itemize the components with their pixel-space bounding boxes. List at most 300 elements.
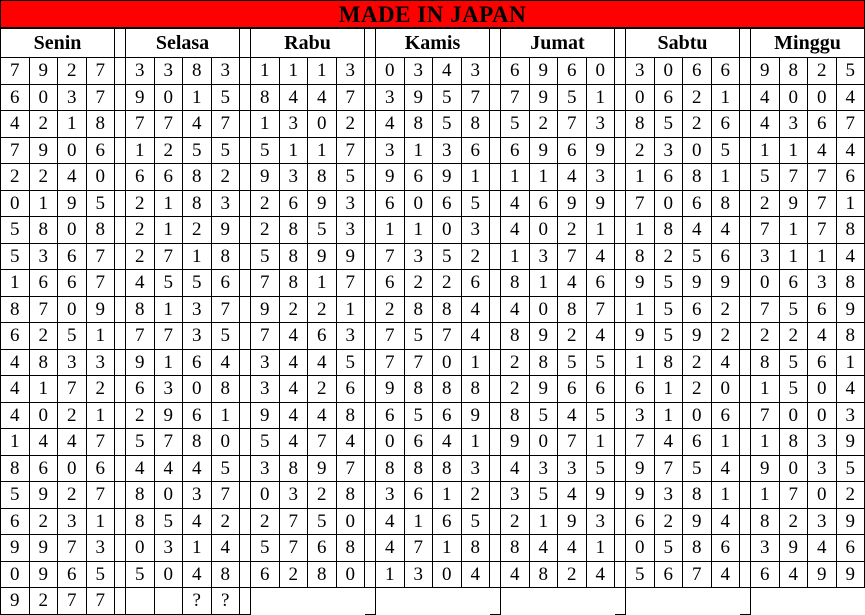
digit-cell: 8 [626, 243, 655, 270]
column-gap [115, 243, 126, 270]
digit-cell: 1 [461, 164, 490, 191]
digit-cell: 7 [86, 84, 115, 111]
digit-cell: 7 [404, 535, 433, 562]
digit-cell: 8 [251, 84, 280, 111]
digit-cell: 9 [29, 482, 58, 509]
digit-cell: 4 [433, 58, 462, 85]
digit-cell: 4 [211, 535, 240, 562]
digit-cell: 4 [29, 429, 58, 456]
table-row [1, 535, 865, 562]
header-gap-3 [365, 29, 376, 58]
digit-cell: 2 [558, 323, 587, 350]
column-gap [740, 455, 751, 482]
digit-cell: 9 [751, 455, 780, 482]
digit-cell: 2 [461, 482, 490, 509]
digit-cell: 7 [751, 296, 780, 323]
digit-cell: 0 [683, 402, 712, 429]
digit-cell: 9 [461, 402, 490, 429]
column-gap [490, 137, 501, 164]
digit-cell: 4 [711, 455, 740, 482]
digit-cell: 7 [86, 58, 115, 85]
table-header-row [1, 29, 865, 58]
digit-cell: 6 [126, 376, 155, 403]
digit-cell: 3 [251, 349, 280, 376]
digit-cell: 9 [779, 190, 808, 217]
digit-cell: 2 [376, 296, 405, 323]
digit-cell: 9 [404, 84, 433, 111]
digit-cell: 7 [836, 111, 865, 138]
digit-cell: 6 [808, 349, 837, 376]
digit-cell: 8 [529, 561, 558, 588]
digit-cell: 0 [626, 84, 655, 111]
column-gap [240, 137, 251, 164]
column-gap [615, 508, 626, 535]
digit-cell: 1 [586, 84, 615, 111]
digit-cell: 8 [183, 429, 212, 456]
digit-cell: 6 [751, 561, 780, 588]
digit-cell: 5 [251, 137, 280, 164]
digit-cell: 8 [433, 376, 462, 403]
digit-cell: 3 [808, 270, 837, 297]
column-gap [365, 190, 376, 217]
digit-cell: 0 [654, 190, 683, 217]
digit-cell: 1 [183, 243, 212, 270]
digit-cell: 7 [683, 561, 712, 588]
column-gap [365, 164, 376, 191]
column-gap [115, 376, 126, 403]
digit-cell: 0 [1, 190, 30, 217]
digit-cell: 0 [808, 402, 837, 429]
digit-cell: 1 [1, 429, 30, 456]
digit-cell: 8 [211, 243, 240, 270]
digit-cell: 0 [751, 270, 780, 297]
digit-cell: 3 [404, 561, 433, 588]
digit-cell: 7 [808, 164, 837, 191]
digit-cell: 8 [461, 111, 490, 138]
digit-cell: 3 [183, 482, 212, 509]
column-gap [365, 376, 376, 403]
digit-cell: 4 [751, 84, 780, 111]
column-header-minggu: Minggu [751, 29, 865, 58]
column-gap [365, 349, 376, 376]
digit-cell: 2 [558, 217, 587, 244]
digit-cell: 1 [404, 137, 433, 164]
digit-cell: 4 [808, 137, 837, 164]
digit-cell: 7 [336, 270, 365, 297]
digit-cell: 2 [529, 111, 558, 138]
table-row [1, 323, 865, 350]
digit-cell: 9 [779, 535, 808, 562]
digit-cell: 9 [586, 482, 615, 509]
digit-cell: 5 [211, 323, 240, 350]
column-gap [615, 588, 626, 615]
column-gap [365, 561, 376, 588]
digit-cell: 8 [404, 296, 433, 323]
digit-cell: 9 [586, 190, 615, 217]
digit-cell: 2 [86, 376, 115, 403]
column-gap [490, 323, 501, 350]
digit-cell: 0 [58, 137, 87, 164]
digit-cell: 2 [29, 588, 58, 615]
digit-cell: 8 [654, 217, 683, 244]
digit-cell: 8 [126, 508, 155, 535]
column-header-jumat: Jumat [501, 29, 615, 58]
column-gap [740, 164, 751, 191]
digit-cell: 4 [711, 561, 740, 588]
header-gap-5 [615, 29, 626, 58]
digit-cell: 3 [433, 137, 462, 164]
digit-cell: 8 [683, 535, 712, 562]
digit-cell: 3 [336, 217, 365, 244]
digit-cell: 6 [654, 84, 683, 111]
digit-cell: 8 [501, 535, 530, 562]
digit-cell: 5 [433, 111, 462, 138]
table-row [1, 84, 865, 111]
digit-cell: 5 [251, 535, 280, 562]
column-gap [490, 84, 501, 111]
digit-cell: 2 [336, 111, 365, 138]
digit-cell: 4 [836, 137, 865, 164]
digit-cell: 2 [683, 349, 712, 376]
digit-cell: 4 [501, 296, 530, 323]
digit-cell: 7 [558, 429, 587, 456]
digit-cell: 8 [501, 270, 530, 297]
digit-cell: 3 [29, 243, 58, 270]
column-gap [740, 349, 751, 376]
digit-cell: 7 [154, 323, 183, 350]
table-row [1, 455, 865, 482]
digit-cell: 5 [626, 561, 655, 588]
digit-cell: 9 [529, 323, 558, 350]
column-gap [115, 164, 126, 191]
digit-cell: 3 [336, 323, 365, 350]
column-gap [490, 190, 501, 217]
digit-cell: 3 [654, 137, 683, 164]
column-gap [115, 137, 126, 164]
digit-cell: 6 [836, 535, 865, 562]
column-gap [615, 84, 626, 111]
digit-cell: 5 [308, 508, 337, 535]
column-gap [240, 58, 251, 85]
digit-cell: 3 [404, 243, 433, 270]
digit-cell: 7 [211, 296, 240, 323]
digit-cell: 4 [376, 508, 405, 535]
digit-cell: 5 [58, 323, 87, 350]
column-gap [740, 429, 751, 456]
digit-cell: 1 [404, 217, 433, 244]
digit-cell: 8 [279, 455, 308, 482]
digit-cell: 9 [836, 296, 865, 323]
digit-cell: 6 [683, 429, 712, 456]
digit-cell: 3 [154, 58, 183, 85]
digit-cell: 0 [654, 58, 683, 85]
digit-cell: 7 [211, 482, 240, 509]
digit-cell: 1 [404, 508, 433, 535]
digit-cell: 3 [751, 535, 780, 562]
digit-cell: 5 [654, 535, 683, 562]
digit-cell: 8 [308, 164, 337, 191]
digit-cell: 6 [404, 164, 433, 191]
column-gap [740, 535, 751, 562]
column-gap [490, 561, 501, 588]
digit-cell: 3 [279, 164, 308, 191]
column-gap [490, 296, 501, 323]
table-row [1, 482, 865, 509]
column-gap [615, 58, 626, 85]
digit-cell: 7 [461, 84, 490, 111]
digit-cell: 2 [501, 376, 530, 403]
digit-cell: 6 [376, 270, 405, 297]
table-row [1, 243, 865, 270]
header-gap-4 [490, 29, 501, 58]
digit-cell: 7 [751, 402, 780, 429]
digit-cell: 2 [626, 137, 655, 164]
digit-cell: 0 [58, 455, 87, 482]
digit-cell: 9 [308, 243, 337, 270]
table-body [1, 58, 865, 615]
digit-cell: 5 [654, 323, 683, 350]
column-gap [115, 270, 126, 297]
digit-cell: 1 [251, 111, 280, 138]
digit-cell: 4 [1, 402, 30, 429]
digit-cell: 7 [126, 323, 155, 350]
digit-cell: 2 [779, 323, 808, 350]
digit-cell: 3 [376, 84, 405, 111]
digit-cell: 1 [501, 243, 530, 270]
digit-cell: 2 [29, 508, 58, 535]
digit-cell: 6 [683, 58, 712, 85]
digit-cell: 7 [654, 455, 683, 482]
digit-cell: 7 [126, 111, 155, 138]
digit-cell: 9 [29, 535, 58, 562]
digit-cell: 6 [654, 561, 683, 588]
digit-cell: 0 [211, 429, 240, 456]
digit-cell: 0 [58, 217, 87, 244]
digit-cell: 9 [683, 508, 712, 535]
digit-cell: 0 [376, 58, 405, 85]
digit-cell: 8 [211, 561, 240, 588]
column-gap [740, 482, 751, 509]
digit-cell: 7 [251, 270, 280, 297]
digit-cell: ? [183, 588, 212, 615]
digit-cell: 0 [404, 190, 433, 217]
digit-cell [126, 588, 155, 615]
digit-cell: 4 [279, 402, 308, 429]
digit-cell: 2 [683, 376, 712, 403]
digit-cell: 3 [211, 58, 240, 85]
column-gap [740, 84, 751, 111]
digit-cell: 2 [308, 296, 337, 323]
digit-cell: 3 [211, 190, 240, 217]
digit-cell: 0 [529, 217, 558, 244]
header-gap-1 [115, 29, 126, 58]
digit-cell: 5 [336, 349, 365, 376]
column-gap [365, 508, 376, 535]
digit-cell: 6 [711, 111, 740, 138]
column-gap [490, 535, 501, 562]
digit-cell: 4 [279, 429, 308, 456]
digit-cell: 9 [529, 376, 558, 403]
digit-cell [433, 588, 462, 615]
column-gap [615, 217, 626, 244]
digit-cell: 4 [586, 323, 615, 350]
digit-cell: 9 [29, 561, 58, 588]
digit-cell: 6 [501, 137, 530, 164]
digit-cell: 4 [836, 243, 865, 270]
digit-cell: 1 [126, 137, 155, 164]
digit-cell: 4 [433, 429, 462, 456]
column-gap [365, 111, 376, 138]
digit-cell: 7 [336, 455, 365, 482]
digit-cell: 9 [58, 190, 87, 217]
digit-cell: 1 [626, 217, 655, 244]
digit-cell [808, 588, 837, 615]
digit-cell: 9 [376, 164, 405, 191]
digit-cell: 6 [711, 243, 740, 270]
digit-cell: 1 [211, 402, 240, 429]
digit-cell: 6 [433, 190, 462, 217]
column-gap [115, 508, 126, 535]
digit-cell: 9 [836, 561, 865, 588]
digit-cell: 2 [558, 561, 587, 588]
digit-cell: 0 [529, 429, 558, 456]
digit-cell: 4 [779, 561, 808, 588]
digit-cell: 4 [308, 402, 337, 429]
digit-cell [683, 588, 712, 615]
digit-cell: 1 [461, 429, 490, 456]
column-gap [740, 402, 751, 429]
column-gap [115, 323, 126, 350]
digit-cell: 8 [336, 402, 365, 429]
digit-cell: 3 [808, 455, 837, 482]
digit-cell: 8 [29, 217, 58, 244]
digit-cell: 2 [126, 243, 155, 270]
digit-cell: 6 [529, 190, 558, 217]
digit-cell: 0 [626, 535, 655, 562]
digit-cell: 6 [558, 58, 587, 85]
digit-cell: 4 [836, 376, 865, 403]
column-gap [115, 429, 126, 456]
digit-cell: 0 [586, 58, 615, 85]
column-gap [615, 190, 626, 217]
digit-cell: 1 [154, 190, 183, 217]
digit-cell: 4 [558, 535, 587, 562]
digit-cell: 0 [779, 402, 808, 429]
digit-cell: 7 [808, 190, 837, 217]
digit-cell: 3 [626, 58, 655, 85]
digit-cell [529, 588, 558, 615]
table-row [1, 429, 865, 456]
digit-cell: 6 [586, 270, 615, 297]
digit-cell: 5 [683, 455, 712, 482]
digit-cell: 5 [86, 561, 115, 588]
column-gap [740, 243, 751, 270]
digit-cell: 1 [626, 296, 655, 323]
digit-cell: 0 [808, 84, 837, 111]
digit-cell: 8 [836, 217, 865, 244]
digit-cell: 6 [626, 376, 655, 403]
column-gap [365, 296, 376, 323]
digit-cell: 1 [29, 376, 58, 403]
digit-cell: 2 [836, 482, 865, 509]
digit-cell: 8 [683, 164, 712, 191]
digit-cell: 4 [461, 323, 490, 350]
digit-cell: 2 [1, 164, 30, 191]
digit-cell: 1 [154, 349, 183, 376]
digit-cell: 3 [808, 429, 837, 456]
digit-cell: 3 [58, 84, 87, 111]
column-gap [240, 588, 251, 615]
digit-cell: 9 [251, 402, 280, 429]
column-gap [615, 535, 626, 562]
digit-cell: 3 [626, 402, 655, 429]
digit-cell: 4 [529, 535, 558, 562]
column-gap [365, 323, 376, 350]
column-gap [615, 137, 626, 164]
digit-cell: 6 [126, 164, 155, 191]
column-gap [240, 84, 251, 111]
digit-cell: 5 [1, 243, 30, 270]
digit-cell: 8 [376, 455, 405, 482]
column-gap [365, 455, 376, 482]
digit-cell: 9 [529, 58, 558, 85]
digit-cell: 7 [751, 217, 780, 244]
column-gap [490, 111, 501, 138]
digit-cell: 1 [154, 217, 183, 244]
digit-cell: 6 [433, 402, 462, 429]
digit-cell: 6 [58, 243, 87, 270]
digit-cell: 2 [654, 243, 683, 270]
digit-cell: 8 [336, 535, 365, 562]
column-gap [365, 243, 376, 270]
digit-cell: 6 [29, 455, 58, 482]
digit-cell: 9 [308, 190, 337, 217]
digit-cell: 1 [154, 296, 183, 323]
digit-cell: 2 [58, 402, 87, 429]
digit-cell [836, 588, 865, 615]
column-gap [615, 323, 626, 350]
digit-cell: 2 [808, 58, 837, 85]
digit-cell: 8 [404, 376, 433, 403]
digit-cell: 5 [1, 217, 30, 244]
digit-cell: 8 [404, 455, 433, 482]
digit-cell: 6 [711, 58, 740, 85]
highlight-marker [490, 482, 501, 509]
digit-cell: 4 [126, 455, 155, 482]
digit-cell: 7 [154, 243, 183, 270]
digit-cell: 3 [461, 455, 490, 482]
column-gap [490, 217, 501, 244]
digit-cell: 9 [336, 243, 365, 270]
digit-cell: 6 [683, 190, 712, 217]
digit-cell: 1 [308, 137, 337, 164]
digit-cell: 3 [751, 243, 780, 270]
digit-cell: 5 [558, 84, 587, 111]
digit-cell: 3 [558, 455, 587, 482]
column-gap [490, 270, 501, 297]
digit-cell [751, 588, 780, 615]
digit-cell: 9 [433, 164, 462, 191]
digit-cell: 6 [183, 349, 212, 376]
digit-cell: 6 [1, 508, 30, 535]
column-gap [740, 296, 751, 323]
digit-cell: 4 [211, 349, 240, 376]
column-gap [115, 561, 126, 588]
digit-cell: 9 [586, 137, 615, 164]
column-gap [365, 535, 376, 562]
column-gap [240, 164, 251, 191]
column-gap [115, 58, 126, 85]
